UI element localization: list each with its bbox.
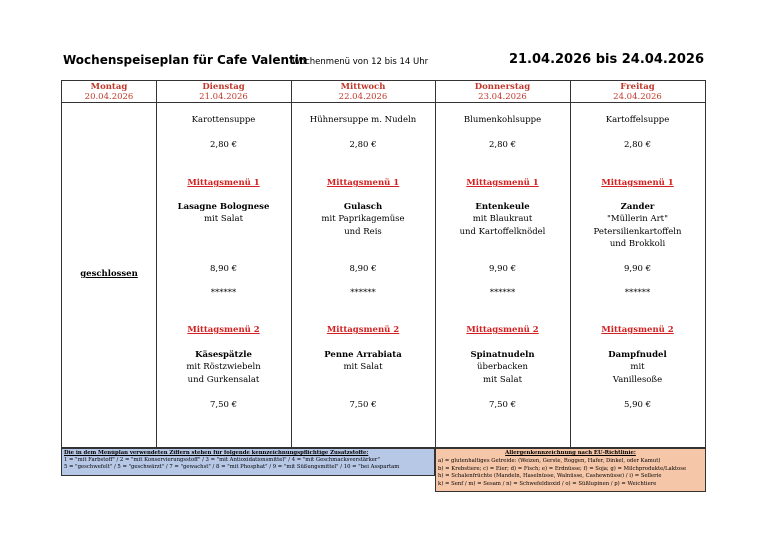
day-name: Freitag	[620, 82, 655, 92]
menu-1-title: Zander	[620, 202, 655, 212]
allergens-line: k) = Senf / m) = Sesam / n) = Schwefeldioxid / o) = Süßlupinen / p) = Weichtiere	[438, 481, 657, 488]
day-header-monday	[62, 82, 156, 102]
soup-name: Blumenkohlsuppe	[463, 115, 542, 125]
menu-2-title: Spinatnudeln	[470, 350, 535, 360]
menu-1-label: Mittagsmenü 1	[187, 178, 260, 188]
menu-2-price: 7,50 €	[349, 400, 377, 410]
menu-1-price: 8,90 €	[349, 264, 377, 274]
allergens-title: Allergenkennzeichnung nach EU-Richtlinie:	[505, 450, 636, 456]
date-range: 21.04.2026 bis 24.04.2026	[508, 52, 704, 67]
page-subtitle: Wochenmenü von 12 bis 14 Uhr	[292, 57, 429, 67]
menu-1-title: Lasagne Bolognese	[177, 202, 270, 212]
menu-1-desc: mit Blaukraut	[472, 214, 533, 224]
day-date: 20.04.2026	[84, 92, 134, 102]
additives-legend	[61, 448, 435, 476]
allergens-line: a) = glutenhaltiges Getreide: (Weizen, Gerste, Roggen, Hafer, Dinkel, oder Kamut)	[438, 457, 661, 464]
menu-1-price: 8,90 €	[209, 264, 238, 274]
soup-price: 2,80 €	[209, 140, 238, 150]
menu-1-price: 9,90 €	[488, 264, 517, 274]
additives-title: Die in dem Menüplan verwendeten Ziffern stehen für folgende kennzeichnungspflichtige Zusatzstoffe:	[64, 450, 369, 456]
day-date: 21.04.2026	[199, 92, 248, 102]
menu-2-price: 7,50 €	[209, 400, 238, 410]
separator: ******	[210, 288, 237, 298]
soup-name: Hühnersuppe m. Nudeln	[309, 115, 417, 125]
day-name: Mittwoch	[340, 82, 386, 92]
allergens-line: h) = Schalenfrüchte (Mandeln, Haselnüsse, Walnüsse, Cashewnüsse) / i) = Sellerie	[438, 473, 662, 480]
day-date: 23.04.2026	[478, 92, 527, 102]
menu-grid	[61, 80, 706, 448]
day-name: Montag	[90, 82, 128, 92]
menu-2-title: Käsespätzle	[195, 350, 252, 360]
menu-1-desc: mit Salat	[204, 214, 243, 224]
additives-line: 1 = "mit Farbstoff" / 2 = "mit Konservierungsstoff" / 3 = "mit Antioxidationsmittel" / 4 = "mit Geschmacksverstärker"	[64, 457, 380, 463]
menu-2-label: Mittagsmenü 2	[601, 325, 674, 335]
menu-2-desc: mit	[630, 362, 645, 372]
menu-2-desc: mit Salat	[343, 362, 383, 372]
menu-1-desc: und Reis	[344, 227, 382, 237]
header-divider	[62, 102, 705, 103]
menu-1-desc: "Müllerin Art"	[606, 214, 669, 224]
menu-1-desc: Petersilienkartoffeln	[593, 227, 682, 237]
day-date: 24.04.2026	[613, 92, 662, 102]
menu-1-desc: und Brokkoli	[609, 239, 666, 249]
day-name: Dienstag	[202, 82, 245, 92]
menu-2-desc: mit Röstzwiebeln	[186, 362, 261, 372]
menu-2-label: Mittagsmenü 2	[326, 325, 400, 335]
day-header-friday	[570, 82, 705, 102]
menu-2-price: 5,90 €	[623, 400, 652, 410]
separator: ******	[350, 288, 376, 298]
soup-name: Karottensuppe	[191, 115, 256, 125]
menu-2-title: Penne Arrabiata	[324, 350, 402, 360]
menu-2-desc: überbacken	[477, 362, 528, 372]
menu-2-desc: und Gurkensalat	[187, 375, 260, 385]
menu-1-title: Entenkeule	[475, 202, 530, 212]
soup-price: 2,80 €	[488, 140, 517, 150]
menu-1-label: Mittagsmenü 1	[601, 178, 674, 188]
additives-line: 5 = "geschwefelt" / 5 = "geschwärzt" / 7 = "gewachst" / 8 = "mit Phosphat" / 9 = "mit Süßungsmittel" / 10 = "bei Asspartam	[64, 464, 400, 470]
allergens-legend	[435, 448, 706, 492]
separator: ******	[624, 288, 651, 298]
menu-1-label: Mittagsmenü 1	[466, 178, 539, 188]
separator: ******	[489, 288, 516, 298]
menu-2-label: Mittagsmenü 2	[187, 325, 260, 335]
day-date: 22.04.2026	[338, 92, 388, 102]
menu-1-desc: und Kartoffelknödel	[459, 227, 546, 237]
closed-label: geschlossen	[80, 269, 138, 279]
day-header-thursday	[435, 82, 570, 102]
day-name: Donnerstag	[474, 82, 531, 92]
page-title: Wochenspeiseplan für Cafe Valentin	[63, 53, 308, 67]
menu-1-title: Gulasch	[343, 202, 383, 212]
menu-1-price: 9,90 €	[623, 264, 652, 274]
soup-price: 2,80 €	[623, 140, 652, 150]
allergens-line: b) = Krebstiere; c) = Eier; d) = Fisch; e) = Erdnüsse; f) = Soja; g) = Milchprodukte/Laktose	[438, 465, 687, 472]
soup-name: Kartoffelsuppe	[605, 115, 670, 125]
soup-price: 2,80 €	[349, 140, 377, 150]
menu-2-label: Mittagsmenü 2	[466, 325, 539, 335]
menu-2-desc: mit Salat	[483, 375, 522, 385]
menu-2-price: 7,50 €	[488, 400, 517, 410]
day-header-tuesday	[156, 82, 291, 102]
menu-1-desc: mit Paprikagemüse	[321, 214, 405, 224]
menu-2-title: Dampfnudel	[608, 350, 667, 360]
menu-1-label: Mittagsmenü 1	[326, 178, 400, 188]
menu-2-desc: Vanillesoße	[612, 375, 663, 385]
day-header-wednesday	[291, 82, 435, 102]
